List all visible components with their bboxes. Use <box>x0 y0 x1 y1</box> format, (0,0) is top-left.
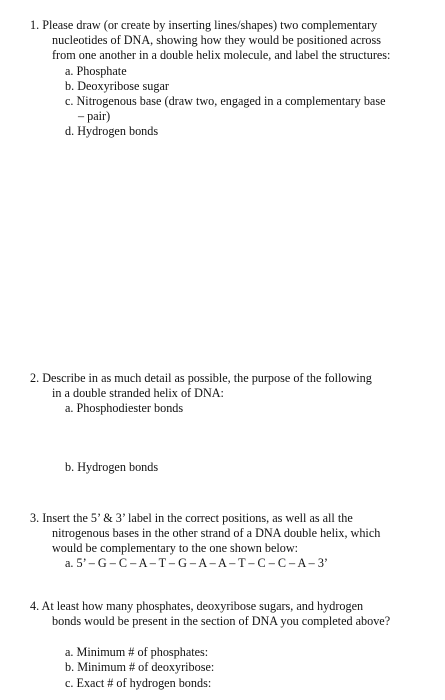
question-2-item-b: b. Hydrogen bonds <box>65 460 159 474</box>
question-1-line-2: nucleotides of DNA, showing how they would be positioned across <box>52 33 382 47</box>
question-1-item-c-line-1: c. Nitrogenous base (draw two, engaged in a complementary base <box>65 94 386 108</box>
question-4-line-1: 4. At least how many phosphates, deoxyribose sugars, and hydrogen <box>30 599 364 613</box>
question-3-sequence: a. 5’ – G – C – A – T – G – A – A – T – C – C – A – 3’ <box>65 556 328 570</box>
question-3-line-2: nitrogenous bases in the other strand of a DNA double helix, which <box>52 526 381 540</box>
question-3-line-1: 3. Insert the 5’ & 3’ label in the correct positions, as well as all the <box>30 511 353 525</box>
question-2-line-2: in a double stranded helix of DNA: <box>52 386 224 400</box>
question-1-item-a: a. Phosphate <box>65 64 127 78</box>
question-4-item-c: c. Exact # of hydrogen bonds: <box>65 676 212 690</box>
question-4-item-a: a. Minimum # of phosphates: <box>65 645 209 659</box>
question-2-item-a: a. Phosphodiester bonds <box>65 401 184 415</box>
question-2-line-1: 2. Describe in as much detail as possible, the purpose of the following <box>30 371 372 385</box>
question-1-line-3: from one another in a double helix molecule, and label the structures: <box>52 48 391 62</box>
question-3-line-3: would be complementary to the one shown below: <box>52 541 299 555</box>
question-1-item-d: d. Hydrogen bonds <box>65 124 159 138</box>
question-1-item-c-line-2: – pair) <box>78 109 111 123</box>
question-1-item-b: b. Deoxyribose sugar <box>65 79 169 93</box>
question-1-line-1: 1. Please draw (or create by inserting lines/shapes) two complementary <box>30 18 378 32</box>
question-4-line-2: bonds would be present in the section of DNA you completed above? <box>52 614 391 628</box>
question-4-item-b: b. Minimum # of deoxyribose: <box>65 660 215 674</box>
